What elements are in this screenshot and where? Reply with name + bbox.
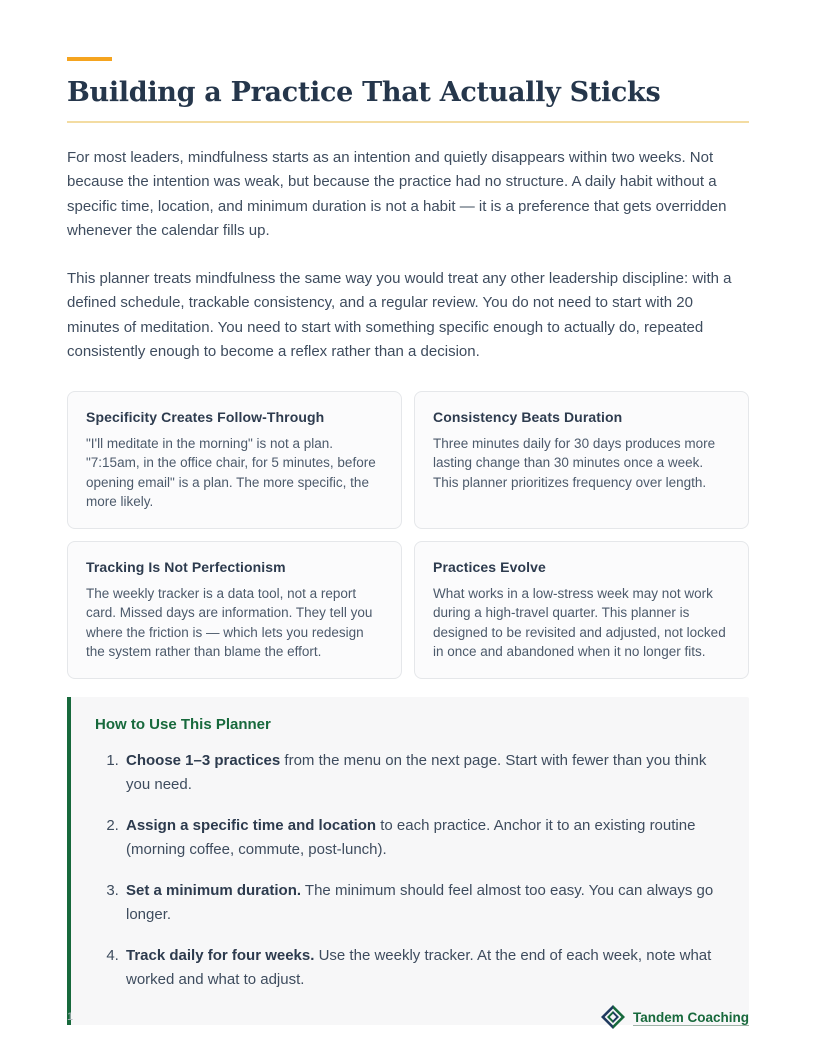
step-lead: Choose 1–3 practices	[126, 751, 281, 769]
card-body: The weekly tracker is a data tool, not a report card. Missed days are information. They tell you where the friction is — which lets you redesign the system rather than blame the effort.	[86, 585, 373, 660]
intro-paragraph-1: For most leaders, mindfulness starts as an intention and quietly disappears within two weeks. Not because the intention was weak, but because the practice had no structure. A daily habit without a specific time, location, and minimum duration is not a habit — it is a preference that gets overridden whenever the calendar fills up.	[67, 148, 727, 240]
card-specificity	[67, 391, 402, 529]
step-rest: from the menu on the next page. Start with fewer than you think you need.	[126, 751, 707, 794]
title-underline-rule	[67, 121, 749, 123]
page-title: Building a Practice That Actually Sticks	[67, 77, 661, 108]
card-title: Tracking Is Not Perfectionism	[86, 558, 286, 575]
how-to-use-callout	[67, 697, 749, 1025]
footer-brand-text: Tandem Coaching	[632, 1009, 749, 1025]
card-body: "I'll meditate in the morning" is not a plan. "7:15am, in the office chair, for 5 minutes, before opening email" is a plan. The more specific, the more likely.	[86, 435, 376, 510]
card-body: Three minutes daily for 30 days produces more lasting change than 30 minutes once a week. This planner prioritizes frequency over length.	[433, 435, 716, 490]
tandem-logo-icon	[600, 1004, 626, 1030]
callout-steps-list	[123, 749, 721, 993]
step-item-2	[123, 814, 721, 863]
card-body: What works in a low-stress week may not work during a high-travel quarter. This planner is designed to be revisited and adjusted, not locked in once and abandoned when it no longer fits.	[433, 585, 726, 660]
card-title: Practices Evolve	[433, 558, 546, 575]
footer-brand-link[interactable]	[600, 1004, 749, 1030]
card-consistency	[414, 391, 749, 529]
step-item-1	[123, 749, 721, 798]
page-number: 1	[67, 1011, 74, 1023]
intro-paragraph-2: This planner treats mindfulness the same way you would treat any other leadership discipline: with a defined schedule, trackable consistency, and a regular review. You do not need to start with 20 minutes of meditation. You need to start with something specific enough to actually do, repeated consistently enough to become a reflex rather than a decision.	[67, 269, 732, 361]
page-content	[67, 0, 749, 1025]
step-lead: Track daily for four weeks.	[126, 946, 315, 964]
step-lead: Set a minimum duration.	[126, 881, 302, 899]
step-item-3	[123, 879, 721, 928]
callout-heading: How to Use This Planner	[95, 715, 271, 733]
card-tracking	[67, 541, 402, 679]
card-title: Specificity Creates Follow-Through	[86, 408, 325, 425]
card-title: Consistency Beats Duration	[433, 408, 623, 425]
card-practices-evolve	[414, 541, 749, 679]
step-rest: The minimum should feel almost too easy. You can always go longer.	[126, 881, 714, 924]
step-rest: Use the weekly tracker. At the end of each week, note what worked and what to adjust.	[126, 946, 712, 989]
step-lead: Assign a specific time and location	[126, 816, 377, 834]
principle-cards-grid	[67, 391, 749, 679]
step-rest: to each practice. Anchor it to an existing routine (morning coffee, commute, post-lunch).	[126, 816, 696, 859]
step-item-4	[123, 944, 721, 993]
accent-dash	[67, 57, 112, 61]
